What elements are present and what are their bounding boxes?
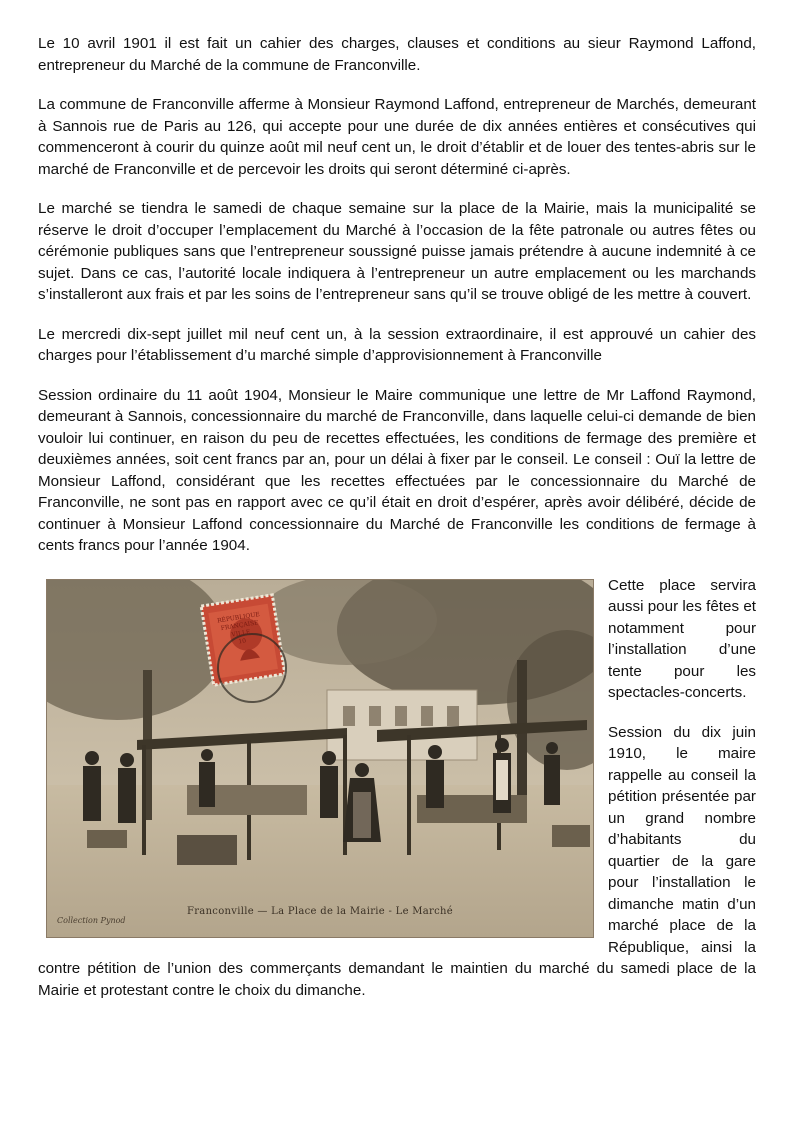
postcard-caption: Franconville — La Place de la Mairie - Le Marché <box>186 905 453 917</box>
postcard-illustration <box>47 580 593 937</box>
postcard-collection: Collection Pynod <box>57 915 126 925</box>
postcard-image <box>46 579 594 938</box>
paragraph-3: Le marché se tiendra le samedi de chaque semaine sur la place de la Mairie, mais la municipalité se réserve le droit d’occuper l’emplacement du Marché à l’occasion de la fête patronale ou autres fêtes ou cérémonie publiques sans que l’entrepreneur soussigné puisse jamais prétendre à aucune indemnité à ce sujet. Dans ce cas, l’autorité locale indiquera à l’entrepreneur un autre emplacement ou les marchands s’installeront aux frais et par les soins de l’entrepreneur sans qu’il se trouve obligé de les mettre à couvert. <box>38 200 756 303</box>
stamp-lettering: RÉPUBLIQUE FRANÇAISE VILLE 10 <box>216 610 261 646</box>
paragraph-7: Session du dix juin 1910, le maire rappelle au conseil la pétition présentée par un grand nombre d’habitants du quartier de la gare pour l’installation le dimanche matin d’un marché place de la République, ainsi la contre pétition de l’union des commerçants demandant le maintien du marché du samedi place de la Mairie et protestant contre le choix du dimanche. <box>38 723 756 999</box>
document-page <box>38 33 756 1019</box>
paragraph-5: Session ordinaire du 11 août 1904, Monsieur le Maire communique une lettre de Mr Laffond Raymond, demeurant à Sannois, concessionnaire du marché de Franconville, dans laquelle celui-ci demande de bien vouloir lui continuer, en raison du peu de recettes effectuées, les conditions de fermage des première et deuxièmes années, soit cent francs par an, pour un délai à fixer par le conseil. Le conseil : Ouï la lettre de Monsieur Laffond, considérant que les recettes effectuées par le concessionnaire du Marché de Franconville, ne sont pas en rapport avec ce qu’il était en droit d’espérer, après avoir délibéré, décide de continuer à Monsieur Laffond concessionnaire du Marché de Franconville les conditions de fermage à cents francs pour l’année 1904. <box>38 386 756 554</box>
paragraph-6: Cette place servira aussi pour les fêtes et notamment pour l’installation d’une tente pour les spectacles-concerts. <box>608 576 756 701</box>
paragraph-1: Le 10 avril 1901 il est fait un cahier des charges, clauses et conditions au sieur Raymond Laffond, entrepreneur du Marché de la commune de Franconville. <box>38 35 756 74</box>
paragraph-4: Le mercredi dix-sept juillet mil neuf cent un, à la session extraordinaire, il est approuvé un cahier des charges pour l’établissement d’u marché simple d’approvisionnement à Franconville <box>38 325 756 364</box>
paragraph-2: La commune de Franconville afferme à Monsieur Raymond Laffond, entrepreneur de Marchés, demeurant à Sannois rue de Paris au 126, qui accepte pour une durée de dix années entières et consécutives qui commenceront à courir du quinze août mil neuf cent un, le droit d’établir et de louer des tentes-abris sur le marché de Franconville et de percevoir les droits qui seront déterminé ci-après. <box>38 96 756 178</box>
